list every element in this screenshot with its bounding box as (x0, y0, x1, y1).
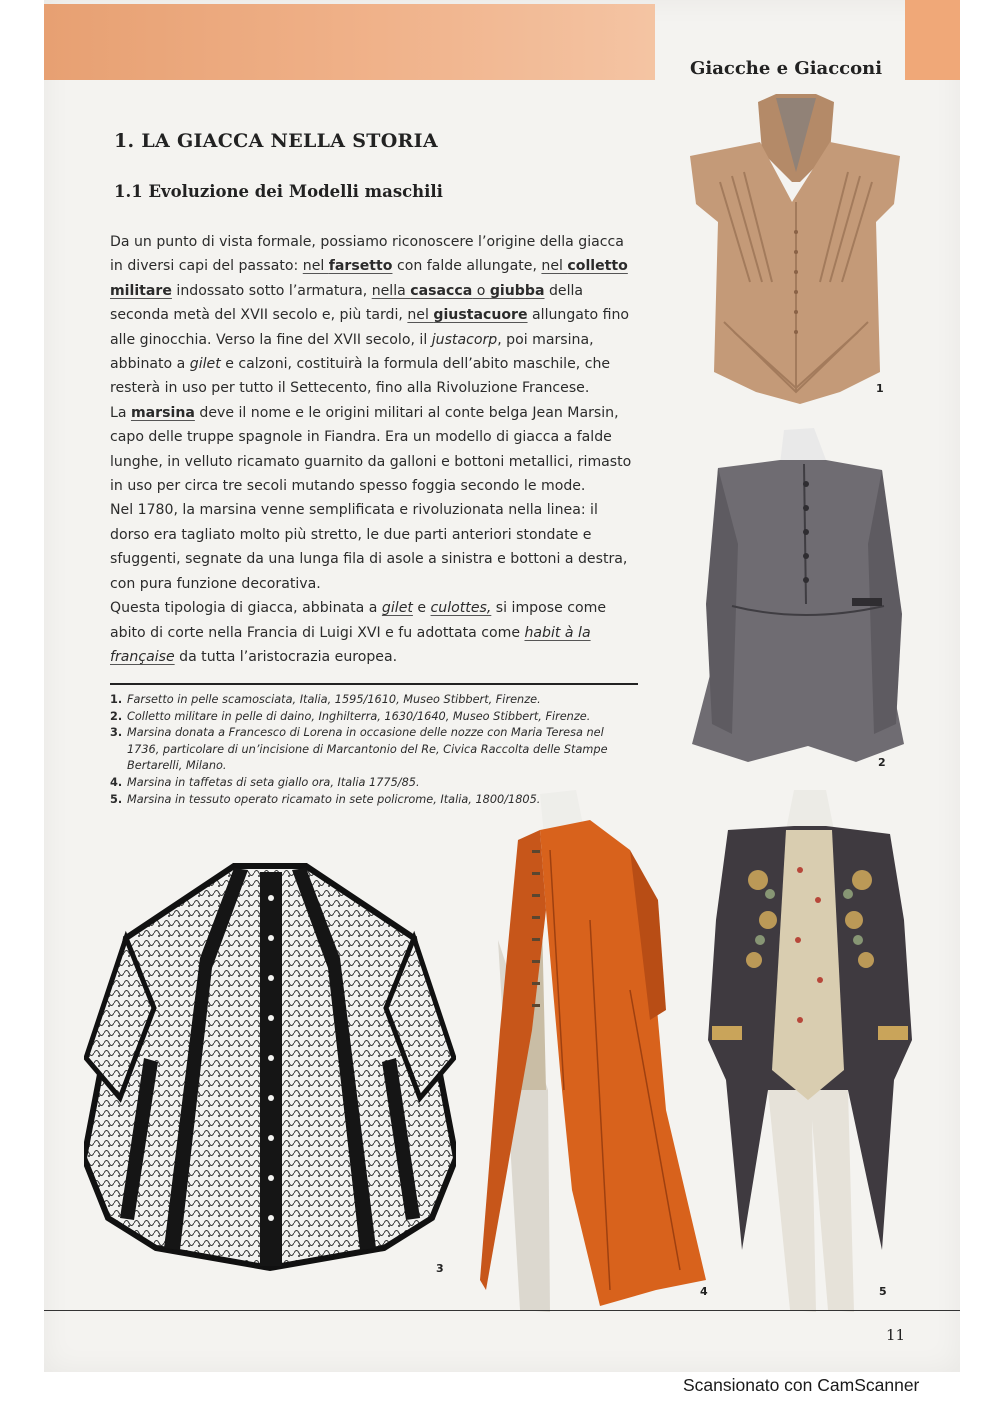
scanner-watermark: Scansionato con CamScanner (683, 1375, 920, 1395)
book-page (44, 0, 960, 1372)
section-label: Giacche e Giacconi (690, 58, 883, 79)
figure-2-number: 2 (878, 756, 886, 769)
caption-item: 4. Marsina in taffetas di seta giallo ora, Italia 1775/85. (110, 775, 420, 789)
chapter-title: 1. LA GIACCA NELLA STORIA (114, 130, 438, 152)
paragraph-2: La marsina deve il nome e le origini militari al conte belga Jean Marsin, capo delle truppe spagnole in Fiandra. Era un modello di giacca a falde lunghe, in velluto ricamato guarnito da galloni e bottoni metallici, rimasto in uso per circa tre secoli mutando spesso foggia secondo le mode. (110, 404, 632, 495)
footer-divider (44, 1310, 960, 1311)
section-subtitle: 1.1 Evoluzione dei Modelli maschili (114, 182, 443, 201)
paragraph-4: Questa tipologia di giacca, abbinata a gilet e culottes, si impose come abito di corte nella Francia di Luigi XVI e fu adottata come habit à la française da tutta l’aristocrazia europea. (110, 600, 607, 665)
body-text (110, 230, 638, 669)
page-number: 11 (886, 1326, 906, 1344)
caption-item: 2. Colletto militare in pelle di daino, Inghilterra, 1630/1640, Museo Stibbert, Firenze. (110, 709, 591, 723)
figure-3-number: 3 (436, 1262, 444, 1275)
caption-item: 1. Farsetto in pelle scamosciata, Italia, 1595/1610, Museo Stibbert, Firenze. (110, 693, 541, 706)
figure-3-marsina-engraving-image (84, 858, 456, 1278)
caption-item: 3. Marsina donata a Francesco di Lorena in occasione delle nozze con Maria Teresa nel 1736, particolare di un’incisione di Marcantonio del Re, Civica Raccolta delle Stampe Bertarelli, Milano. (110, 726, 608, 773)
paragraph-1: Da un punto di vista formale, possiamo riconoscere l’origine della giacca in diversi capi del passato: nel farsetto con falde allungate, nel colletto militare indossato sotto l’armatura, nella casacca o giubba della seconda metà del XVII secolo e, più tardi, nel giustacuore allungato fino alle ginocchia. Verso la fine del XVII secolo, il justacorp, poi marsina, abbinato a gilet e calzoni, costituirà la formula dell’abito maschile, che resterà in uso per tutto il Settecento, fino alla Rivoluzione Francese. (110, 234, 630, 397)
header-color-tab (905, 0, 960, 80)
figure-4-number: 4 (700, 1285, 708, 1298)
caption-divider (110, 683, 638, 685)
figure-1-number: 1 (876, 382, 884, 395)
figure-5-number: 5 (879, 1285, 887, 1298)
figure-4-orange-marsina-image (480, 790, 706, 1312)
header-color-band (44, 4, 655, 80)
figure-1-doublet-image (680, 92, 912, 410)
paragraph-3: Nel 1780, la marsina venne semplificata e rivoluzionata nella linea: il dorso era tagliato molto più stretto, le due parti anteriori stondate e sfuggenti, segnate da una lunga fila di asole a sinistra e bottoni a destra, con pura funzione decorativa. (110, 502, 628, 592)
figure-5-embroidered-marsina-image (698, 790, 920, 1314)
caption-item: 5. Marsina in tessuto operato ricamato in sete policrome, Italia, 1800/1805. (110, 792, 541, 806)
figure-2-military-coat-image (688, 424, 916, 770)
